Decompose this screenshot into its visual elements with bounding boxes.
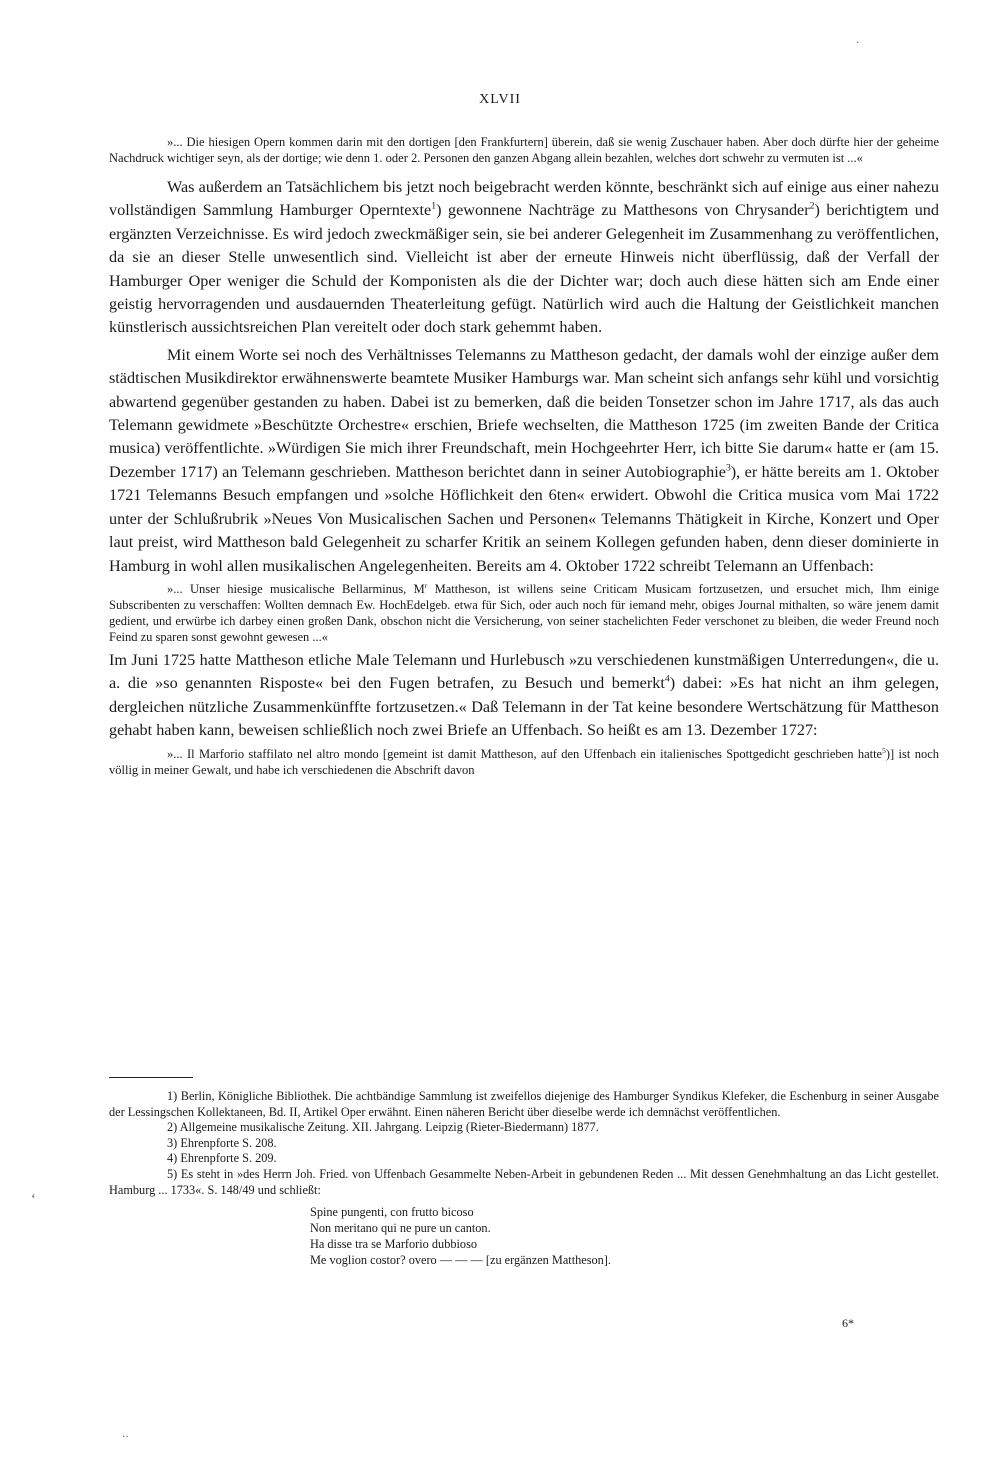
footnote-ref-5: 5	[882, 745, 886, 755]
poem-line: Non meritano qui ne pure un canton.	[310, 1221, 491, 1236]
paragraph-text: ) dabei: »Es hat nicht an ihm gelegen, dergleichen nützliche Zusammenkünffte fortzusetzen.« Daß Telemann in der Tat keine besondere Wertschätzung für Mattheson gehabt haben kann, beweisen schließlich noch zwei Briefe an Uffenbach. So heißt es am 13. Dezember 1727:	[109, 674, 939, 740]
poem-line: Me voglion costor? overo — — — [zu ergänzen Mattheson].	[310, 1253, 611, 1268]
paragraph-text: ) berichtigtem und ergänzten Verzeichnisse. Es wird jedoch zweckmäßiger sein, sie bei anderer Gelegenheit im Zusammenhang zu veröffentlichen, da sie an dieser Stelle unwesentlich sind. Vielleicht ist aber der erneute Hinweis nicht überflüssig, daß der Verfall der Hamburger Oper weniger die Schuld der Komponisten als die der Dichter war; doch auch diese hätten sich am Ende einer geistig hervorragenden und ausdauernden Theaterleitung gefügt. Natürlich wird auch die Haltung der Geistlichkeit manchen künstlerisch aussichtsreichen Plan vereitelt oder doch stark gehemmt haben.	[109, 201, 939, 337]
footnotes	[109, 1089, 939, 1268]
paragraph-text: ), er hätte bereits am 1. Oktober 1721 Telemanns Besuch empfangen und »solche Höflichkeit den 6ten« erwidert. Obwohl die Critica musica vom Mai 1722 unter der Schlußrubrik »Neues Von Musicalischen Sachen und Personen« Telemanns Thätigkeit in Kirche, Konzert und Oper laut preist, wird Mattheson bald Gelegenheit zu scharfer Kritik an seinem Kollegen gefunden haben, denn dieser dominierte in Hamburg in wohl allen musikalischen Angelegenheiten. Bereits am 4. Oktober 1722 schreibt Telemann an Uffenbach:	[109, 462, 939, 575]
paragraph-telemann-mattheson	[109, 344, 939, 578]
footnote-ref-4: 4	[664, 673, 670, 685]
quote-text: Mattheson, ist willens seine Criticam Musicam fortzusetzen, und ersuchet mich, Ihm einige Subscribenten zu verschaffen: Wollten demnach Ew. HochEdelgeb. etwa für Sich, oder auch noch für iemand mehr, obiges Journal mithalten, so wäre jenem damit gedient, und erwürbe ich darbey einen großen Dank, obschon nicht die Versicherung, von seiner stachelichten Feder verschonet zu bleiben, die weder Freund noch Feind zu sparen sonst gewohnt gewesen ...«	[109, 581, 939, 644]
footnote-divider	[109, 1077, 193, 1078]
paragraph-juni-1725	[109, 649, 939, 743]
quote-text: »... Unser hiesige musicalische Bellarminus, M	[167, 581, 425, 596]
footnote-1: 1) Berlin, Königliche Bibliothek. Die achtbändige Sammlung ist zweifellos diejenige des Hamburger Syndikus Klefeker, die Eschenburg in seiner Ausgabe der Lessingschen Kollektaneen, Bd. II, Artikel Oper erwähnt. Einen näheren Bericht über dieselbe werde ich demnächst veröffentlichen.	[109, 1089, 939, 1119]
signature-mark: 6*	[842, 1316, 854, 1330]
footnote-5: 5) Es steht in »des Herrn Joh. Fried. von Uffenbach Gesammelte Neben-Arbeit in gebundenen Reden ... Mit dessen Genehmhaltung an das Licht gestellet. Hamburg ... 1733«. S. 148/49 und schließt:	[109, 1166, 939, 1197]
footnote-ref-2: 2	[809, 201, 815, 213]
poem-quote	[310, 1204, 939, 1268]
superscript-r: r	[424, 580, 428, 590]
paragraph-text: ) gewonnene Nachträge zu Matthesons von Chrysander	[436, 201, 810, 220]
scan-speck: ·	[856, 38, 860, 49]
paragraph-text: Im Juni 1725 hatte Mattheson etliche Male Telemann und Hurlebusch »zu verschiedenen kunstmäßigen Unterredungen«, die u. a. die »so genannten Risposte« bei den Fugen betrafen, zu Besuch und bemerkt	[109, 650, 939, 693]
scan-speck: ʻ	[31, 1192, 36, 1207]
footnote-ref-3: 3	[725, 462, 731, 474]
poem-line: Spine pungenti, con frutto bicoso	[310, 1205, 474, 1220]
footnote-3: 3) Ehrenpforte S. 208.	[167, 1135, 277, 1150]
paragraph-text: Was außerdem an Tatsächlichem bis jetzt noch beigebracht werden könnte, beschränkt sich auf einige aus einer nahezu vollständigen Sammlung Hamburger Operntexte	[109, 178, 939, 220]
quote-opern: »... Die hiesigen Opern kommen darin mit den dortigen [den Frankfurtern] überein, daß sie wenig Zuschauer haben. Aber doch dürfte hier der geheime Nachdruck wichtiger seyn, als der dortige; wie denn 1. oder 2. Personen den ganzen Abgang allein bezahlen, welches dort schwehr zu vermuten ist ...«	[109, 135, 939, 165]
scan-speck: ··	[122, 1432, 129, 1443]
page-number: XLVII	[479, 92, 521, 107]
main-text	[109, 134, 939, 778]
quote-bellarminus	[109, 581, 939, 645]
quote-marforio	[109, 746, 939, 778]
paragraph-tatsaechliches	[109, 176, 939, 340]
footnote-4: 4) Ehrenpforte S. 209.	[167, 1151, 277, 1166]
footnote-2: 2) Allgemeine musikalische Zeitung. XII. Jahrgang. Leipzig (Rieter-Biedermann) 1877.	[167, 1120, 599, 1135]
quote-text: »... Il Marforio staffilato nel altro mondo [gemeint ist damit Mattheson, auf den Uffenbach ein italienisches Spottgedicht geschrieben hatte	[167, 746, 883, 761]
quote-text: )] ist noch völlig in meiner Gewalt, und habe ich verschiedenen die Abschrift davon	[109, 746, 939, 777]
paragraph-text: Mit einem Worte sei noch des Verhältnisses Telemanns zu Mattheson gedacht, der damals wohl der einzige außer dem städtischen Musikdirektor erwähnenswerte beamtete Musiker Hamburgs war. Man scheint sich anfangs sehr kühl und vorsichtig abwartend gegenüber gestanden zu haben. Dabei ist zu bemerken, daß die beiden Tonsetzer schon im Jahre 1717, als das auch Telemann gewidmete »Beschützte Orchestre« erschien, Briefe wechselten, die Mattheson 1725 (im zweiten Bande der Critica musica) veröffentlichte. »Würdigen Sie mich ihrer Freundschaft, mein Hochgeehrter Herr, ich bitte Sie darum« hatte er (am 15. Dezember 1717) an Telemann geschrieben. Mattheson berichtet dann in seiner Autobiographie	[109, 345, 940, 481]
footnote-ref-1: 1	[431, 201, 437, 213]
poem-line: Ha disse tra se Marforio dubbioso	[310, 1237, 477, 1252]
